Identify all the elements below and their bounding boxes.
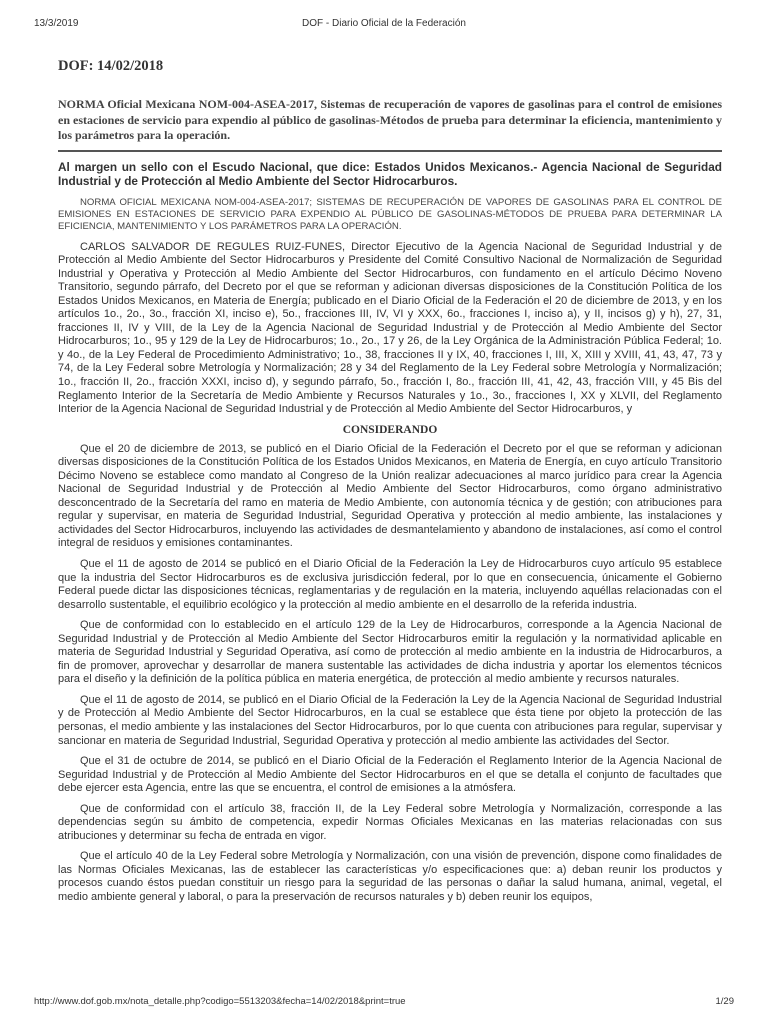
page-number: 1/29 <box>715 996 734 1007</box>
browser-print-footer <box>34 996 734 1010</box>
considerando-heading: CONSIDERANDO <box>342 423 438 436</box>
dof-date: DOF: 14/02/2018 <box>58 58 164 74</box>
considerando-paragraph: Que de conformidad con lo establecido en el artículo 129 de la Ley de Hidrocarburos, corresponde a la Agencia Nacional de Seguridad Industrial y de Protección al Medio Ambiente del Sector Hidrocarburos emitir la regulación y la normatividad aplicable en materia de Seguridad Industrial y Seguridad Operativa, así como de protección al medio ambiente en la industria de Hidrocarburos, a fin de promover, aprovechar y desarrollar de manera sustentable las actividades de dicha industria y aportar los elementos técnicos para el diseño y la definición de la política pública en materia energética, de protección al medio ambiente y recursos naturales. <box>58 619 722 686</box>
considerando-paragraph: Que de conformidad con el artículo 38, fracción II, de la Ley Federal sobre Metrología y Normalización, corresponde a las dependencias según su ámbito de competencia, expedir Normas Oficiales Mexicanas en las materias relacionadas con sus atribuciones y determinar su fecha de entrada en vigor. <box>58 802 722 842</box>
print-date: 13/3/2019 <box>34 18 79 29</box>
considerando-paragraph: Que el 11 de agosto de 2014, se publicó en el Diario Oficial de la Federación la Ley de la Agencia Nacional de Seguridad Industrial y de Protección al Medio Ambiente del Sector Hidrocarburos, en la cual se establece que ésta tiene por objeto la protección de las personas, el medio ambiente y las instalaciones del Sector Hidrocarburos, por lo que cuenta con atribuciones para regular, supervisar y sancionar en materia de Seguridad Industrial, Seguridad Operativa y protección al medio ambiente las actividades del Sector. <box>58 693 722 747</box>
norm-title: NORMA Oficial Mexicana NOM-004-ASEA-2017, Sistemas de recuperación de vapores de gasolinas para el control de emisiones en estaciones de servicio para expendio al público de gasolinas-Métodos de prueba para determinar la eficiencia, mantenimiento y los parámetros para la operación. <box>58 97 722 152</box>
print-url: http://www.dof.gob.mx/nota_detalle.php?codigo=5513203&fecha=14/02/2018&print=true <box>34 996 406 1007</box>
considerando-paragraph: Que el 11 de agosto de 2014 se publicó en el Diario Oficial de la Federación la Ley de Hidrocarburos cuyo artículo 95 establece que la industria del Sector Hidrocarburos es de exclusiva jurisdicción federal, por lo que en consecuencia, únicamente el Gobierno Federal puede dictar las disposiciones técnicas, reglamentarias y de regulación en la materia, incluyendo aquéllas relacionadas con el desarrollo sustentable, el equilibrio ecológico y la protección al medio ambiente en el desarrollo de la referida industria. <box>58 557 722 611</box>
print-page-title: DOF - Diario Oficial de la Federación <box>302 18 466 29</box>
norm-subtitle: NORMA OFICIAL MEXICANA NOM-004-ASEA-2017; SISTEMAS DE RECUPERACIÓN DE VAPORES DE GASOLINAS PARA EL CONTROL DE EMISIONES EN ESTACIONES DE SERVICIO PARA EXPENDIO AL PÚBLICO DE GASOLINAS-MÉTODOS DE PRUEBA PARA DETERMINAR LA EFICIENCIA, MANTENIMIENTO Y LOS PARÁMETROS PARA LA OPERACIÓN. <box>58 196 722 232</box>
considerando-paragraph: Que el 31 de octubre de 2014, se publicó en el Diario Oficial de la Federación el Reglamento Interior de la Agencia Nacional de Seguridad Industrial y de Protección al Medio Ambiente del Sector Hidrocarburos en el que se detalla el conjunto de facultades que debe ejercer esta Agencia, entre las que se encuentra, el control de emisiones a la atmósfera. <box>58 755 722 795</box>
intro-paragraph: CARLOS SALVADOR DE REGULES RUIZ-FUNES, Director Ejecutivo de la Agencia Nacional de Seguridad Industrial y de Protección al Medio Ambiente del Sector Hidrocarburos y Presidente del Comité Consultivo Nacional de Normalización de Seguridad Industrial y Operativa y Protección al Medio Ambiente del Sector Hidrocarburos, con fundamento en el artículo Décimo Noveno Transitorio, segundo párrafo, del Decreto por el que se reforman y adicionan diversas disposiciones de la Constitución Política de los Estados Unidos Mexicanos, en Materia de Energía; publicado en el Diario Oficial de la Federación el 20 de diciembre de 2013, y en los artículos 1o., 2o., 3o., fracción XI, inciso e), 5o., fracciones III, IV, VI y XXX, 6o., fracciones I, inciso a), y II, incisos g) y h), 27, 31, fracciones II, IV y VIII, de la Ley de la Agencia Nacional de Seguridad Industrial y de Protección al Medio Ambiente del Sector Hidrocarburos; 1o., 95 y 129 de la Ley de Hidrocarburos; 1o., 2o., 17 y 26, de la Ley Orgánica de la Administración Pública Federal; 1o. y 4o., de la Ley Federal de Procedimiento Administrativo; 1o., 38, fracciones II y IX, 40, fracciones I, III, X, XIII y XVIII, 41, 43, 47, 73 y 74, de la Ley Federal sobre Metrología y Normalización; 28 y 34 del Reglamento de la Ley Federal sobre Metrología y Normalización; 1o., fracción II, 2o., fracción XXXI, inciso d), y segundo párrafo, 5o., fracción I, 8o., fracción III, 41, 42, 43, fracción VIII, y 45 Bis del Reglamento Interior de la Secretaría de Medio Ambiente y Recursos Naturales y 1o., 3o., fracciones I, XX y XLVII, del Reglamento Interior de la Agencia Nacional de Seguridad Industrial y de Protección al Medio Ambiente del Sector Hidrocarburos, y <box>58 240 722 416</box>
sello-paragraph: Al margen un sello con el Escudo Nacional, que dice: Estados Unidos Mexicanos.- Agencia Nacional de Seguridad Industrial y de Protección al Medio Ambiente del Sector Hidrocarburos. <box>58 159 722 188</box>
considerando-paragraph: Que el 20 de diciembre de 2013, se publicó en el Diario Oficial de la Federación el Decreto por el que se reforman y adicionan diversas disposiciones de la Constitución Política de los Estados Unidos Mexicanos, en Materia de Energía, en cuyo artículo Transitorio Décimo Noveno se establece como mandato al Congreso de la Unión realizar adecuaciones al marco jurídico para crear la Agencia Nacional de Seguridad Industrial y de Protección al Medio Ambiente del Sector Hidrocarburos, como órgano administrativo desconcentrado de la Secretaría del ramo en materia de Medio Ambiente, con autonomía técnica y de gestión; con atribuciones para regular y supervisar, en materia de Seguridad Industrial, Seguridad Operativa y protección al medio ambiente, las instalaciones y actividades del Sector Hidrocarburos, incluyendo las actividades de desmantelamiento y abandono de instalaciones, así como el control integral de residuos y emisiones contaminantes. <box>58 442 722 550</box>
browser-print-header <box>34 18 734 32</box>
document-body <box>58 58 722 912</box>
considerando-paragraph: Que el artículo 40 de la Ley Federal sobre Metrología y Normalización, con una visión de prevención, dispone como finalidades de las Normas Oficiales Mexicanas, las de establecer las características y/o especificaciones que: a) deban reunir los productos y procesos cuando éstos puedan constituir un riesgo para la seguridad de las personas o dañar la salud humana, animal, vegetal, el medio ambiente general y laboral, o para la preservación de recursos naturales y b) deben reunir los equipos, <box>58 850 722 904</box>
